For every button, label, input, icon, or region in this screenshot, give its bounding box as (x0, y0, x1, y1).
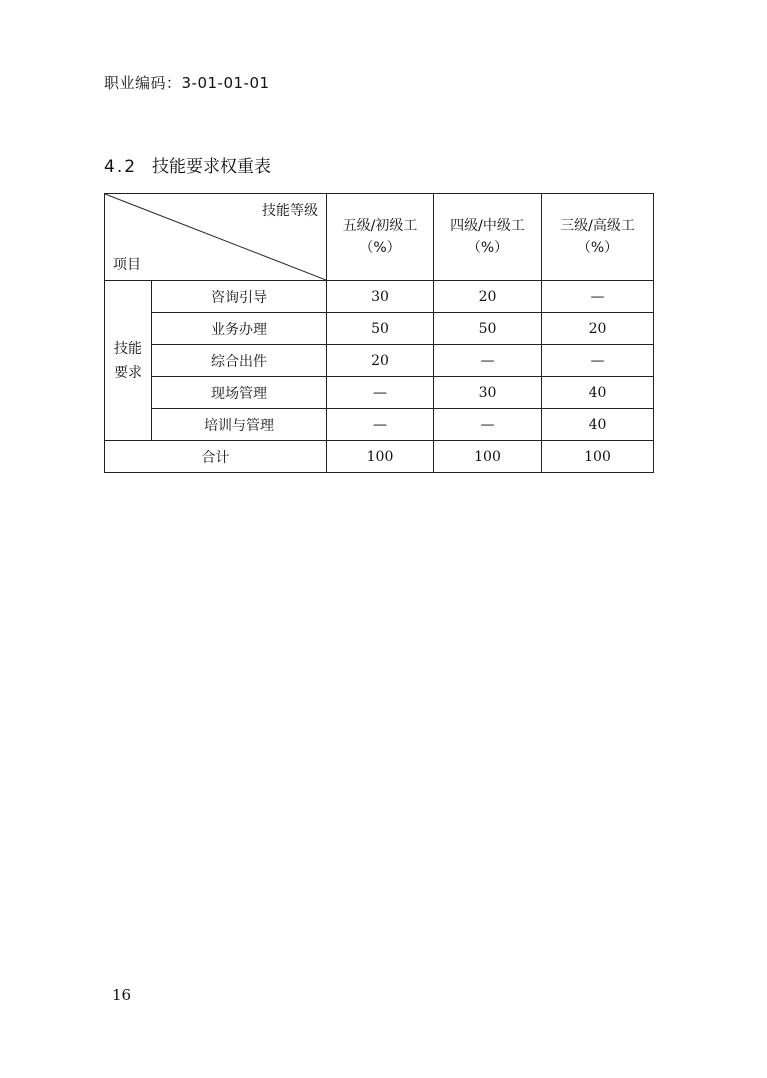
page-number: 16 (112, 986, 132, 1004)
section-number: 4.2 (104, 157, 138, 177)
value-cell: 30 (434, 377, 542, 409)
level-header-3 (542, 194, 654, 281)
value-cell: 50 (434, 313, 542, 345)
item-cell: 现场管理 (152, 377, 327, 409)
value-cell: — (327, 377, 434, 409)
section-title: 技能要求权重表 (152, 157, 271, 177)
level-name: 三级/高级工 (560, 218, 635, 234)
table-header-row (105, 194, 654, 281)
group-label-line: 要求 (114, 364, 142, 381)
total-label: 合计 (105, 441, 327, 473)
value-cell: — (327, 409, 434, 441)
level-name: 四级/中级工 (450, 218, 525, 234)
value-cell: 20 (327, 345, 434, 377)
corner-label-level: 技能等级 (262, 203, 318, 219)
level-name: 五级/初级工 (342, 218, 418, 234)
corner-label-item: 项目 (113, 257, 141, 273)
value-cell: 20 (434, 281, 542, 313)
value-cell: 20 (542, 313, 654, 345)
total-value: 100 (434, 441, 542, 473)
group-label-line: 技能 (114, 340, 142, 357)
total-value: 100 (542, 441, 654, 473)
value-cell: — (434, 409, 542, 441)
group-label-cell (105, 281, 152, 441)
total-value: 100 (327, 441, 434, 473)
section-heading (104, 152, 271, 177)
value-cell: — (542, 281, 654, 313)
value-cell: 40 (542, 377, 654, 409)
skill-weight-table (104, 193, 654, 473)
value-cell: 30 (327, 281, 434, 313)
table-row (105, 345, 654, 377)
value-cell: 50 (327, 313, 434, 345)
item-cell: 综合出件 (152, 345, 327, 377)
level-unit: （%） (466, 240, 509, 256)
level-unit: （%） (576, 240, 619, 256)
item-cell: 业务办理 (152, 313, 327, 345)
level-unit: （%） (359, 240, 401, 256)
level-header-5 (327, 194, 434, 281)
diagonal-header-cell (105, 194, 327, 281)
occupation-code: 职业编码：3-01-01-01 (104, 74, 270, 92)
item-cell: 培训与管理 (152, 409, 327, 441)
value-cell: 40 (542, 409, 654, 441)
table-row (105, 313, 654, 345)
table-row (105, 377, 654, 409)
level-header-4 (434, 194, 542, 281)
table-row (105, 409, 654, 441)
item-cell: 咨询引导 (152, 281, 327, 313)
total-row (105, 441, 654, 473)
value-cell: — (542, 345, 654, 377)
table-row (105, 281, 654, 313)
value-cell: — (434, 345, 542, 377)
